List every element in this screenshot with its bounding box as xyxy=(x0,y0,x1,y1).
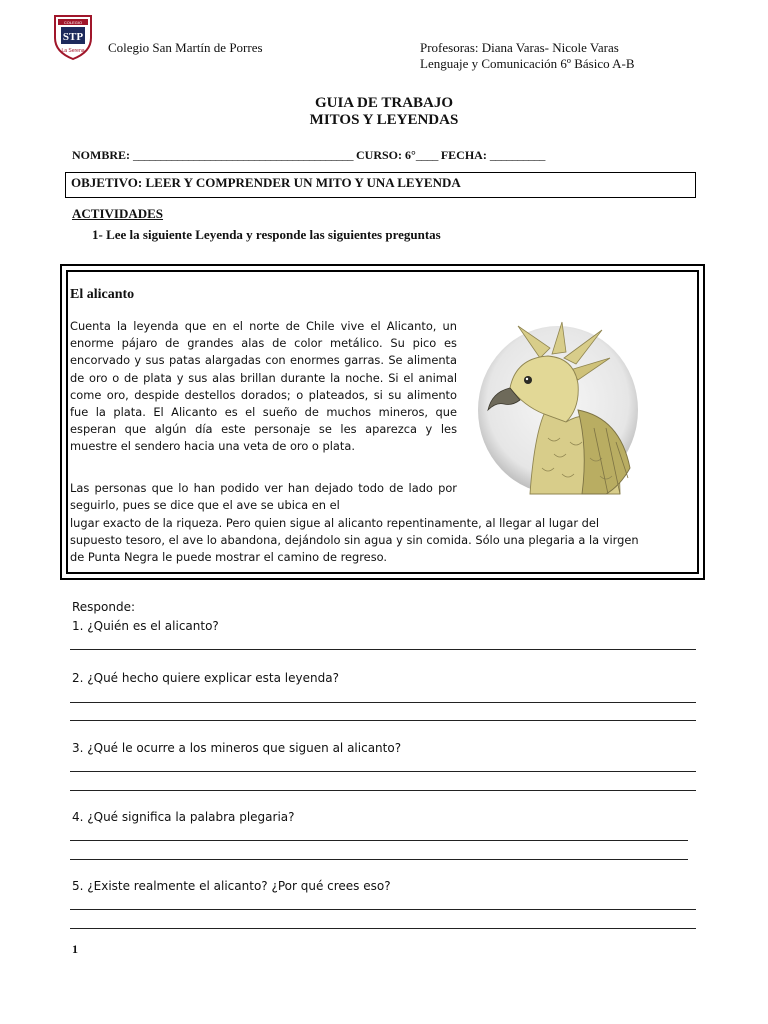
answer-line[interactable] xyxy=(70,649,696,650)
logo-bottom-text: La Serena xyxy=(61,48,85,54)
student-info-line xyxy=(72,148,545,163)
answer-line[interactable] xyxy=(70,909,696,910)
logo-initials: STP xyxy=(62,31,84,43)
story-title: El alicanto xyxy=(70,287,135,302)
answer-line[interactable] xyxy=(70,702,696,703)
story-paragraph-1: Cuenta la leyenda que en el norte de Chile vive el Alicanto, un enorme pájaro de grandes alas de color metálico. Su pico es encorvado y sus patas alargadas con enormes garras. Se alimenta de oro o de plata y sus alas brillan durante la noche. Si el animal come oro, despide destellos dorados; o plateados, si su alimento fue la plata. El Alicanto es el sueño de muchos mineros, que esperan que algún día este personaje se les aparezca y les muestre el sendero hacia una veta de oro o plata. xyxy=(70,319,457,454)
title-line-2: MITOS Y LEYENDAS xyxy=(309,112,459,128)
questions-intro: Responde: xyxy=(72,600,136,614)
activity-item-1: 1- Lee la siguiente Leyenda y responde las siguientes preguntas xyxy=(92,227,441,242)
course-label: CURSO: 6° xyxy=(356,148,416,162)
answer-line[interactable] xyxy=(70,720,696,721)
question-5: 5. ¿Existe realmente el alicanto? ¿Por qué crees eso? xyxy=(72,879,391,893)
school-logo xyxy=(50,12,96,62)
alicanto-bird-illustration xyxy=(470,318,640,496)
answer-line[interactable] xyxy=(70,790,696,791)
answer-line[interactable] xyxy=(70,859,688,860)
teachers-names: Profesoras: Diana Varas- Nicole Varas xyxy=(420,40,619,55)
school-name: Colegio San Martín de Porres xyxy=(108,40,263,55)
subject-course: Lenguaje y Comunicación 6º Básico A-B xyxy=(420,56,635,71)
teachers-block xyxy=(420,40,635,72)
story-paragraph-2-start: Las personas que lo han podido ver han dejado todo de lado por seguirlo, pues se dice que el ave se ubica en el xyxy=(70,481,457,513)
name-blank[interactable]: ________________________________________ xyxy=(133,148,353,162)
question-2: 2. ¿Qué hecho quiere explicar esta leyenda? xyxy=(72,671,339,685)
course-blank[interactable]: ____ xyxy=(415,148,438,162)
page-number: 1 xyxy=(72,942,78,956)
activities-heading: ACTIVIDADES xyxy=(72,206,164,221)
story-paragraph-2-end: lugar exacto de la riqueza. Pero quien sigue al alicanto repentinamente, al llegar al lugar del supuesto tesoro, el ave lo abandona, dejándolo sin agua y sin comida. Sólo una plegaria a la virgen de Punta Negra le puede mostrar el camino de regreso. xyxy=(70,516,639,565)
answer-line[interactable] xyxy=(70,840,688,841)
date-label: FECHA: xyxy=(440,148,487,162)
answer-line[interactable] xyxy=(70,771,696,772)
date-blank[interactable]: __________ xyxy=(489,148,545,162)
objective-box: OBJETIVO: LEER Y COMPRENDER UN MITO Y UNA LEYENDA xyxy=(65,172,696,198)
question-1: 1. ¿Quién es el alicanto? xyxy=(72,619,219,633)
document-title xyxy=(0,95,768,129)
question-3: 3. ¿Qué le ocurre a los mineros que siguen al alicanto? xyxy=(72,741,402,755)
name-label: NOMBRE: xyxy=(72,148,130,162)
question-4: 4. ¿Qué significa la palabra plegaria? xyxy=(72,810,295,824)
logo-top-text: COLEGIO xyxy=(63,20,83,25)
answer-line[interactable] xyxy=(70,928,696,929)
title-line-1: GUIA DE TRABAJO xyxy=(314,95,454,111)
